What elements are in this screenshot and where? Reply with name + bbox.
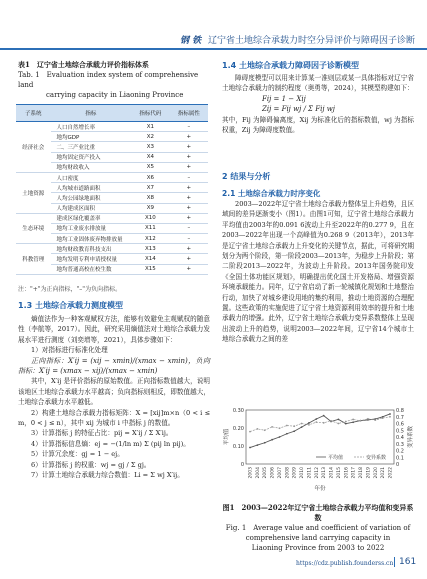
figure-caption xyxy=(222,503,414,553)
x-tick-label: 2021 xyxy=(381,467,387,479)
subsystem-cell: 土地资源 xyxy=(16,172,51,213)
attr-cell: + xyxy=(170,264,208,274)
indicator-cell: 人均建成区面积 xyxy=(51,203,132,213)
fig-title-en-1: Fig. 1 Average value and coefficient of variation of xyxy=(225,524,411,532)
step-7: 7）计算土地综合承载力综合数值：Li = Σ wj X′ij。 xyxy=(31,471,184,480)
data-point xyxy=(279,436,281,438)
attr-cell: – xyxy=(170,234,208,244)
data-point xyxy=(271,426,273,428)
code-cell: X8 xyxy=(131,193,170,203)
table-title-en-1: Tab. 1 Evaluation index system of comprehensive land xyxy=(18,71,199,89)
y-right-tick-label: 0.3 xyxy=(396,441,404,448)
y-right-tick-label: 0.5 xyxy=(396,428,404,435)
attr-cell: + xyxy=(170,244,208,254)
data-point xyxy=(323,415,325,417)
x-tick-label: 2019 xyxy=(366,467,372,479)
data-point xyxy=(286,425,288,427)
code-cell: X14 xyxy=(131,254,170,264)
data-point xyxy=(389,413,391,415)
indicator-cell: 人均城市道路面积 xyxy=(51,183,132,193)
para-obstacle-vars: 其中，Fij 为障碍偏离度，Xij 为标准化后的指标数值，wj 为指标权重，Zij 为障碍度数值。 xyxy=(222,115,414,135)
para-temporal xyxy=(222,199,414,401)
legend-label: 平均值 xyxy=(328,455,344,461)
x-tick-label: 2012 xyxy=(314,467,320,479)
code-cell: X3 xyxy=(131,142,170,152)
x-tick-label: 2011 xyxy=(307,467,313,479)
indicator-cell: 二、三产业比重 xyxy=(51,142,132,152)
attr-cell: + xyxy=(170,142,208,152)
y-left-tick-label: 0.10 xyxy=(232,444,244,450)
data-point xyxy=(338,418,340,420)
x-tick-label: 2022 xyxy=(388,467,394,479)
data-point xyxy=(293,425,295,427)
y-right-tick-label: 0.6 xyxy=(396,421,404,428)
para-explain: 其中，X′ij 是评价指标的原始数值。正向指标数值越大，说明该地区土地综合承载力水平越高；负向指标则相反，即数值越大，土地综合承载力水平越低。 xyxy=(18,377,210,407)
y-right-tick-label: 0.8 xyxy=(396,408,404,414)
data-point xyxy=(367,418,369,420)
data-point xyxy=(382,417,384,419)
attr-cell: + xyxy=(170,132,208,142)
table-title-en-2: carrying capacity in Liaoning Province xyxy=(46,91,184,99)
x-tick-label: 2018 xyxy=(359,467,365,479)
th-indicator: 指标 xyxy=(51,105,132,122)
data-point xyxy=(301,426,303,428)
indicator-cell: 建成区绿化覆盖率 xyxy=(51,213,132,223)
indicator-cell: 地均发明专利申请授权量 xyxy=(51,254,132,264)
fig-title-en-2: comprehensive land carrying capacity in xyxy=(245,534,391,542)
th-attr: 指标属性 xyxy=(170,105,208,122)
data-point xyxy=(256,444,258,446)
indicator-cell: 地均普通高校在校生数 xyxy=(51,264,132,274)
data-point xyxy=(345,423,347,425)
data-point xyxy=(256,428,258,430)
sec-1-3-title: 1.3 土地综合承载力测度模型 xyxy=(18,301,123,310)
y-left-tick-label: 0 xyxy=(240,462,244,468)
eq-obstacle: Zij = Fij wj / Σ Fij wj xyxy=(262,105,335,114)
x-tick-label: 2005 xyxy=(263,467,269,479)
data-point xyxy=(264,429,266,431)
x-tick-label: 2008 xyxy=(285,467,291,479)
data-point xyxy=(279,427,281,429)
series-line-cv xyxy=(250,417,390,432)
data-point xyxy=(338,423,340,425)
attr-cell: + xyxy=(170,213,208,223)
x-tick-label: 2006 xyxy=(270,467,276,479)
page-number: 161 xyxy=(394,557,416,567)
sec-1-4-title: 1.4 土地综合承载力障碍因子诊断模型 xyxy=(222,61,359,70)
data-point xyxy=(293,430,295,432)
x-tick-label: 2007 xyxy=(277,467,283,479)
x-tick-label: 2004 xyxy=(255,467,261,479)
y-left-tick-label: 0.20 xyxy=(232,426,244,432)
subsystem-cell: 科教管理 xyxy=(16,244,51,275)
indicator-cell: 地均财政收入 xyxy=(51,162,132,172)
step-1: 1）对指标进行标准化处理 xyxy=(31,346,108,355)
fig-title: 图1 2003—2022年辽宁省土地综合承载力平均值和变异系数 xyxy=(222,503,414,522)
data-point xyxy=(286,433,288,435)
running-header xyxy=(180,33,415,46)
attr-cell: + xyxy=(170,203,208,213)
th-code: 指标代码 xyxy=(131,105,170,122)
data-point xyxy=(301,423,303,425)
indicator-cell: 地均工业固体废弃物排放量 xyxy=(51,234,132,244)
table-title: 表1 辽宁省土地综合承载力评价指标体系 xyxy=(18,60,149,69)
x-tick-label: 2016 xyxy=(344,467,350,479)
step-6: 6）计算指标 j 的权重：wj = gj / Σ gj。 xyxy=(31,460,151,469)
attr-cell: – xyxy=(170,172,208,182)
code-cell: X5 xyxy=(131,162,170,172)
subsystem-cell: 经济社会 xyxy=(16,122,51,173)
table-header-row xyxy=(16,105,208,122)
indicator-cell: 地均固定资产投入 xyxy=(51,152,132,162)
y-right-tick-label: 0 xyxy=(396,462,400,468)
x-tick-label: 2020 xyxy=(373,467,379,479)
journal-url[interactable]: https://cdz.publish.founderss.cn xyxy=(296,560,394,567)
data-point xyxy=(315,421,317,423)
data-point xyxy=(264,442,266,444)
left-body xyxy=(18,314,210,481)
x-tick-label: 2017 xyxy=(351,467,357,479)
para-temporal-text: 2003—2022年辽宁省土地综合承载力整体呈上升趋势，且区域间的差异逐渐变小（图1）。由图1可知，辽宁省土地综合承载力平均值由2003年的0.091 6波动上升至2022年的0.277 9，且在2003—2022年出现一个高峰值为0.268 9（2013年），2013年是辽宁省土地综合承载力上升变化的关键节点，据此，可将研究期划分为两个阶段，第一阶段2003—2013年，为稳步上升阶段；第二阶段2013—2022年，为波动上升阶段。2013年国务院印发《全国土体功能区规划》，明确提出优化国土开发格局、增强资源环境承载能力。同年，辽宁省启动了新一轮城镇化规划和土地整治行动，加快了对城乡建设用地的集约利用，推动土地资源的合理配置。这些政策的实施促进了辽宁省土地资源利用效率的提升和土地承载力的增强。此外，辽宁省土地综合承载力变异系数整体上呈现出波动上升的趋势，说明2003—2022年间，辽宁省14个城市土地综合承载力之间的差 xyxy=(222,200,414,344)
code-cell: X12 xyxy=(131,234,170,244)
data-point xyxy=(330,420,332,422)
y-right-tick-label: 0.7 xyxy=(396,414,404,421)
code-cell: X4 xyxy=(131,152,170,162)
para-obstacle: 障碍度模型可以用来计算某一准则层或某一具体指标对辽宁省土地综合承载力的制约程度（奥勇等，2024），其模型构建如下： xyxy=(222,74,414,93)
x-tick-label: 2015 xyxy=(336,467,342,479)
data-point xyxy=(352,421,354,423)
legend-label: 变异系数 xyxy=(366,455,387,461)
table-row xyxy=(16,213,208,223)
data-point xyxy=(352,419,354,421)
data-point xyxy=(308,422,310,424)
right-body-1 xyxy=(222,73,414,135)
indicator-cell: 地均工业废水排放量 xyxy=(51,223,132,233)
code-cell: X13 xyxy=(131,244,170,254)
data-point xyxy=(271,439,273,441)
table-row xyxy=(16,172,208,182)
th-subsystem: 子系统 xyxy=(16,105,51,122)
attr-cell: + xyxy=(170,193,208,203)
code-cell: X2 xyxy=(131,132,170,142)
para-entropy: 熵值法作为一种客观赋权方法，能够有效避免主观赋权的随意性（李航等，2017）。因此，研究采用熵值法对土地综合承载力发展水平进行测度（刘奕增等，2021），具体步骤如下： xyxy=(18,315,210,344)
y-right-tick-label: 0.2 xyxy=(396,448,404,455)
step-3: 3）计算指标 j 的特征占比：pij = X′ij / Σ X′ij。 xyxy=(31,429,173,438)
data-point xyxy=(374,419,376,421)
data-point xyxy=(315,418,317,420)
y-right-tick-label: 0.1 xyxy=(396,455,404,462)
step-2: 2）构建土地综合承载力指标矩阵：X = [xij]m×n（0 < i ≤ m，0 < j ≤ n），其中 xij 为城市 i 中指标 j 的数值。 xyxy=(18,408,210,428)
attr-cell: + xyxy=(170,254,208,264)
subsystem-cell: 生态环境 xyxy=(16,213,51,244)
indicator-cell: 人均公园绿地面积 xyxy=(51,193,132,203)
index-table xyxy=(16,104,208,275)
data-point xyxy=(323,422,325,424)
code-cell: X15 xyxy=(131,264,170,274)
data-point xyxy=(249,431,251,433)
journal-name: 钢 铁 xyxy=(179,36,202,46)
code-cell: X11 xyxy=(131,223,170,233)
figure-1-chart xyxy=(222,402,418,502)
code-cell: X10 xyxy=(131,213,170,223)
table-row xyxy=(16,244,208,254)
indicator-cell: 地均GDP xyxy=(51,132,132,142)
code-cell: X6 xyxy=(131,172,170,182)
indicator-cell: 地均财政教育科技支出 xyxy=(51,244,132,254)
data-point xyxy=(345,421,347,423)
table-note: 注："+"为正向指标，"–"为负向指标。 xyxy=(18,286,122,293)
y-left-axis-label: 平均值 xyxy=(224,428,230,446)
fig-title-en-3: Liaoning Province from 2003 to 2022 xyxy=(251,544,385,552)
data-point xyxy=(308,424,310,426)
attr-cell: + xyxy=(170,162,208,172)
indicator-cell: 人口密度 xyxy=(51,172,132,182)
code-cell: X1 xyxy=(131,122,170,132)
step-4: 4）计算指标信息熵：ej = −(1/ln m) Σ (pij ln pij)。 xyxy=(31,439,190,448)
data-point xyxy=(360,420,362,422)
x-tick-label: 2013 xyxy=(322,467,328,479)
y-right-tick-label: 0.4 xyxy=(396,435,404,441)
code-cell: X7 xyxy=(131,183,170,193)
code-cell: X9 xyxy=(131,203,170,213)
attr-cell: – xyxy=(170,122,208,132)
sec-2-title: 2 结果与分析 xyxy=(222,172,271,181)
eq-deviation: Fij = 1 − Xij xyxy=(262,94,306,103)
data-point xyxy=(389,416,391,418)
attr-cell: + xyxy=(170,152,208,162)
step-1-formula: 正向指标：X′ij = (xij − xmin)/(xmax − xmin)，负向指标：X′ij = (xmax − xij)/(xmax − xmin) xyxy=(18,356,210,376)
data-point xyxy=(249,447,251,449)
indicator-cell: 人口自然增长率 xyxy=(51,122,132,132)
table-caption xyxy=(18,60,208,100)
y-right-axis-label: 变异系数 xyxy=(408,425,414,449)
x-tick-label: 2014 xyxy=(329,467,335,479)
running-title: 辽宁省土地综合承载力时空分异评价与障碍因子诊断 xyxy=(207,36,415,46)
step-5: 5）计算冗余度：gj = 1 − ej。 xyxy=(31,450,124,459)
x-axis-label: 年份 xyxy=(314,486,326,492)
y-left-tick-label: 0.30 xyxy=(232,408,244,414)
x-tick-label: 2010 xyxy=(300,467,306,479)
attr-cell: – xyxy=(170,223,208,233)
attr-cell: + xyxy=(170,183,208,193)
x-tick-label: 2009 xyxy=(292,467,298,479)
x-tick-label: 2003 xyxy=(248,467,254,479)
sec-2-1-title: 2.1 土地综合承载力时序变化 xyxy=(222,189,321,198)
table-row xyxy=(16,122,208,132)
